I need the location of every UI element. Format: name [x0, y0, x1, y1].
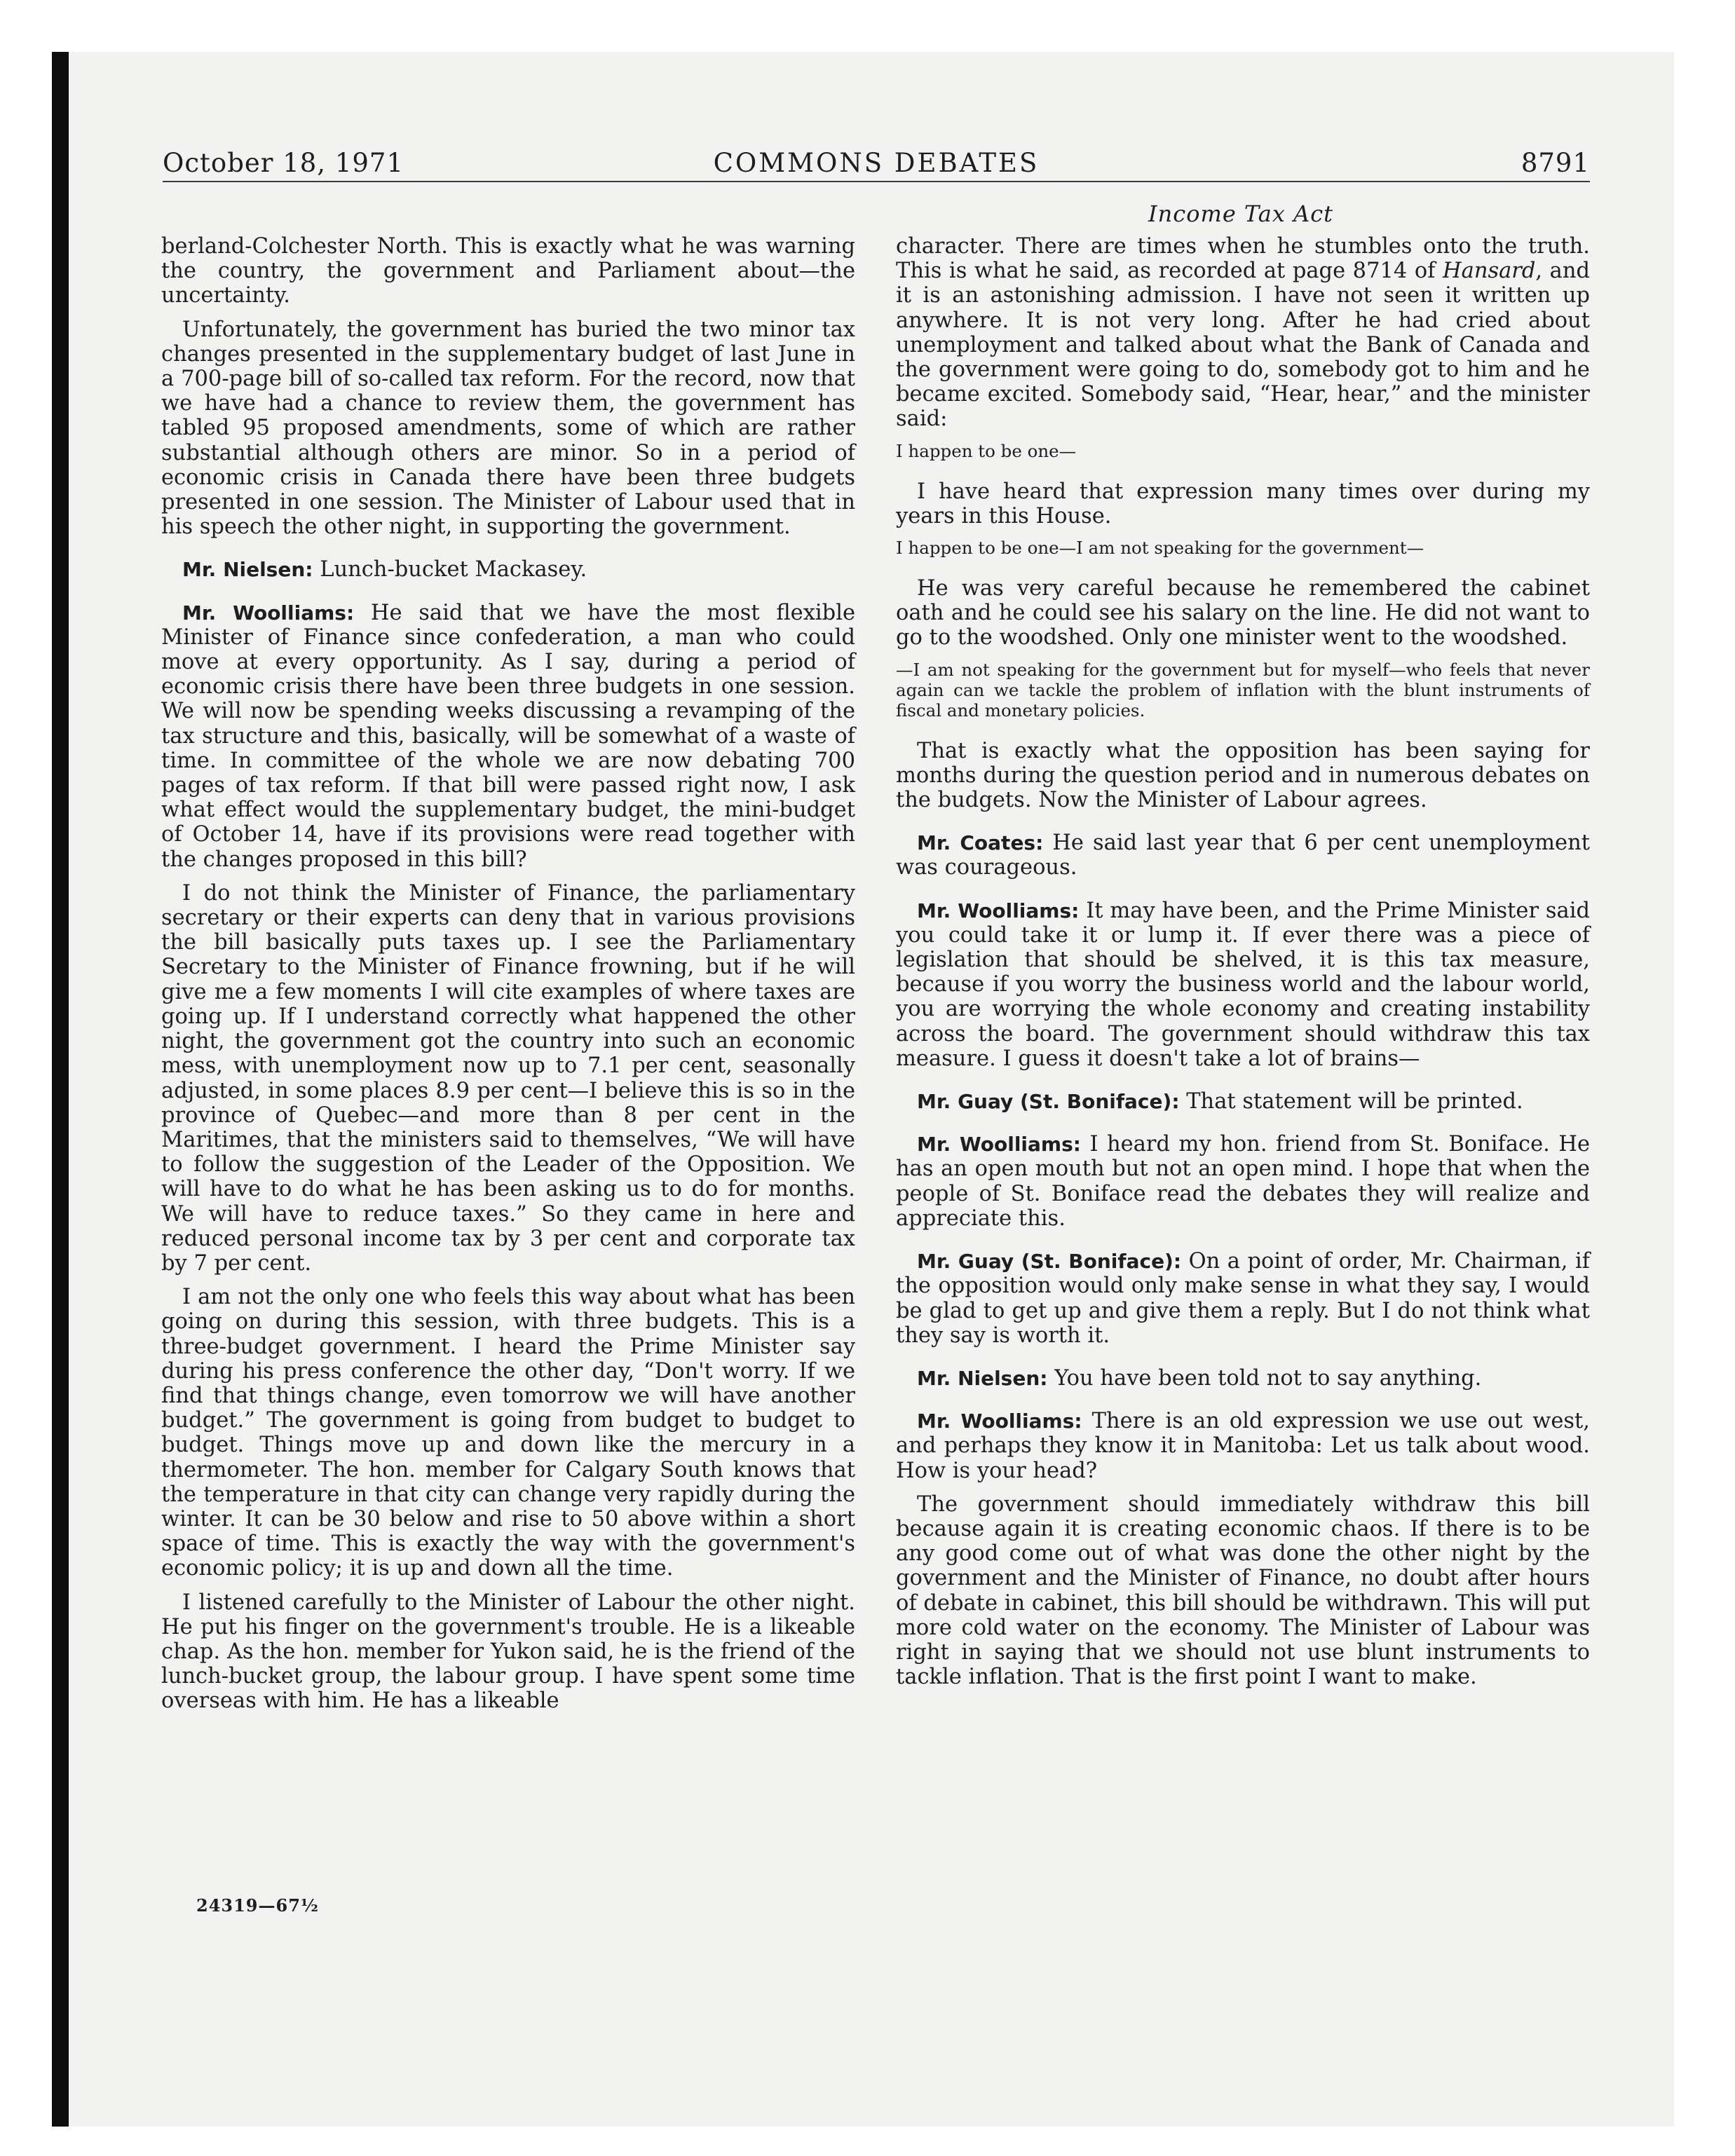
paragraph-text: character. There are times when he stumbles onto the truth. This is what he said, as recorded at page 8714 of: [896, 234, 1590, 284]
quotation: I happen to be one—I am not speaking for the government—: [896, 538, 1424, 559]
paragraph: I do not think the Minister of Finance, the parliamentary secretary or their experts can deny that in various provisions the bill basically puts taxes up. I see the Parliamentary Secretary to the Minister of Finance frowning, but if he will give me a few moments I will cite examples of where taxes are going up. If I understand correctly what happened the other night, the government got the country into such an economic mess, with unemployment now up to 7.1 per cent, seasonally adjusted, in some places 8.9 per cent—I believe this is so in the province of Quebec—and more than 8 per cent in the Maritimes, that the ministers said to themselves, “We will have to follow the suggestion of the Leader of the Opposition. We will have to do what he has been asking us to do for months. We will have to reduce taxes.” So they came in here and reduced personal income tax by 3 per cent and corporate tax by 7 per cent.: [161, 880, 855, 1276]
quotation: I happen to be one—: [896, 440, 1077, 461]
printer-footnote: 24319—67½: [196, 1895, 319, 1916]
speaker-name: Mr. Woolliams:: [917, 1410, 1082, 1433]
right-column: [896, 234, 1590, 1698]
speech-text: You have been told not to say anything.: [1054, 1365, 1482, 1391]
speaker-name: Mr. Guay (St. Boniface):: [917, 1250, 1182, 1274]
header-title: COMMONS DEBATES: [713, 148, 1040, 178]
paragraph: Unfortunately, the government has buried the two minor tax changes presented in the supplementary budget of last June in a 700-page bill of so-called tax reform. For the record, now that we have had a chance to review them, the government has tabled 95 proposed amendments, some of which are rather substantial although others are minor. So in a period of economic crisis in Canada there have been three budgets presented in one session. The Minister of Labour used that in his speech the other night, in supporting the government.: [161, 317, 855, 540]
header-page-number: 8791: [1520, 148, 1590, 178]
left-column: [161, 234, 855, 1723]
paragraph: I listened carefully to the Minister of Labour the other night. He put his finger on the government's trouble. He is a likeable chap. As the hon. member for Yukon said, he is the friend of the lunch-bucket group, the labour group. I have spent some time overseas with him. He has a likeable: [161, 1590, 855, 1714]
speaker-name: Mr. Woolliams:: [917, 899, 1080, 922]
paragraph: I am not the only one who feels this way about what has been going on during this session, with three budgets. This is a three-budget government. I heard the Prime Minister say during his press conference the other day, “Don't worry. If we find that things change, even tomorrow we will have another budget.” The government is going from budget to budget to budget. Things move up and down like the mercury in a thermometer. The hon. member for Calgary South knows that the temperature in that city can change very rapidly during the winter. It can be 30 below and rise to 50 above within a short space of time. This is exactly the way with the government's economic policy; it is up and down all the time.: [161, 1285, 855, 1581]
paragraph: berland-Colchester North. This is exactly what he was warning the country, the government and Parliament about—the uncertainty.: [161, 234, 855, 308]
binding-edge: [52, 52, 69, 2127]
speech-text: There is an old expression we use out west, and perhaps they know it in Manitoba: Let us talk about wood. How is your head?: [896, 1409, 1590, 1483]
speech: [161, 601, 855, 872]
speaker-name: Mr. Woolliams:: [182, 601, 355, 625]
speaker-name: Mr. Guay (St. Boniface):: [917, 1090, 1180, 1114]
speech-text: That statement will be printed.: [1186, 1089, 1523, 1114]
speech-text: He said last year that 6 per cent unemployment was courageous.: [896, 831, 1590, 880]
speech: [896, 1366, 1590, 1391]
speech: [896, 899, 1590, 1071]
speech: [896, 831, 1590, 880]
speech-text: It may have been, and the Prime Minister said you could take it or lump it. If ever there was a piece of legislation that should be shelved, it is this tax measure, because if you worry the business world and the labour world, you are worrying the whole economy and creating instability across the board. The government should withdraw this tax measure. I guess it doesn't take a lot of brains—: [896, 898, 1591, 1071]
speech: [896, 1132, 1590, 1231]
running-title: Income Tax Act: [1148, 200, 1333, 227]
publication-title: Hansard: [1443, 259, 1536, 284]
paragraph: [896, 234, 1590, 432]
header-date: October 18, 1971: [163, 148, 404, 178]
speech: [161, 557, 855, 582]
quotation: —I am not speaking for the government but for myself—who feels that never again can we tackle the problem of inflation with the blunt instruments of fiscal and monetary policies.: [896, 659, 1590, 721]
speech: [896, 1089, 1590, 1114]
page-header: [163, 146, 1590, 182]
speech: [896, 1249, 1590, 1348]
paragraph: I have heard that expression many times over during my years in this House.: [896, 479, 1590, 528]
speaker-name: Mr. Woolliams:: [917, 1133, 1081, 1157]
paragraph: He was very careful because he remembered the cabinet oath and he could see his salary on the line. He did not want to go to the woodshed. Only one minister went to the woodshed.: [896, 576, 1590, 650]
paragraph: The government should immediately withdraw this bill because again it is creating economic chaos. If there is to be any good come out of what was done the other night by the government and the Minister of Finance, no doubt after hours of debate in cabinet, this bill should be withdrawn. This will put more cold water on the economy. The Minister of Labour was right in saying that we should not use blunt instruments to tackle inflation. That is the first point I want to make.: [896, 1492, 1590, 1690]
speech-text: On a point of order, Mr. Chairman, if the opposition would only make sense in what they say, I would be glad to get up and give them a reply. But I do not think what they say is worth it.: [896, 1249, 1590, 1348]
speaker-name: Mr. Nielsen:: [917, 1366, 1048, 1390]
paragraph-text: , and it is an astonishing admission. I have not seen it written up anywhere. It is not very long. After he had cried about unemployment and talked about what the Bank of Canada and the government were going to do, somebody got to him and he became excited. Somebody said, “Hear, hear,” and the minister said:: [896, 259, 1590, 432]
speaker-name: Mr. Nielsen:: [182, 558, 313, 582]
speech-text: Lunch-bucket Mackasey.: [320, 557, 587, 582]
speech-text: I heard my hon. friend from St. Boniface. He has an open mouth but not an open mind. I hope that when the people of St. Boniface read the debates they will realize and appreciate this.: [896, 1132, 1591, 1231]
speech: [896, 1409, 1590, 1483]
paragraph: That is exactly what the opposition has been saying for months during the question period and in numerous debates on the budgets. Now the Minister of Labour agrees.: [896, 738, 1590, 813]
speech-text: He said that we have the most flexible Minister of Finance since confederation, a man who could move at every opportunity. As I say, during a period of economic crisis there have been three budgets in one session. We will now be spending weeks discussing a revamping of the tax structure and this, basically, will be somewhat of a waste of time. In committee of the whole we are now debating 700 pages of tax reform. If that bill were passed right now, I ask what effect would the supplementary budget, the mini-budget of October 14, have if its provisions were read together with the changes proposed in this bill?: [161, 600, 856, 872]
speaker-name: Mr. Coates:: [917, 831, 1044, 855]
